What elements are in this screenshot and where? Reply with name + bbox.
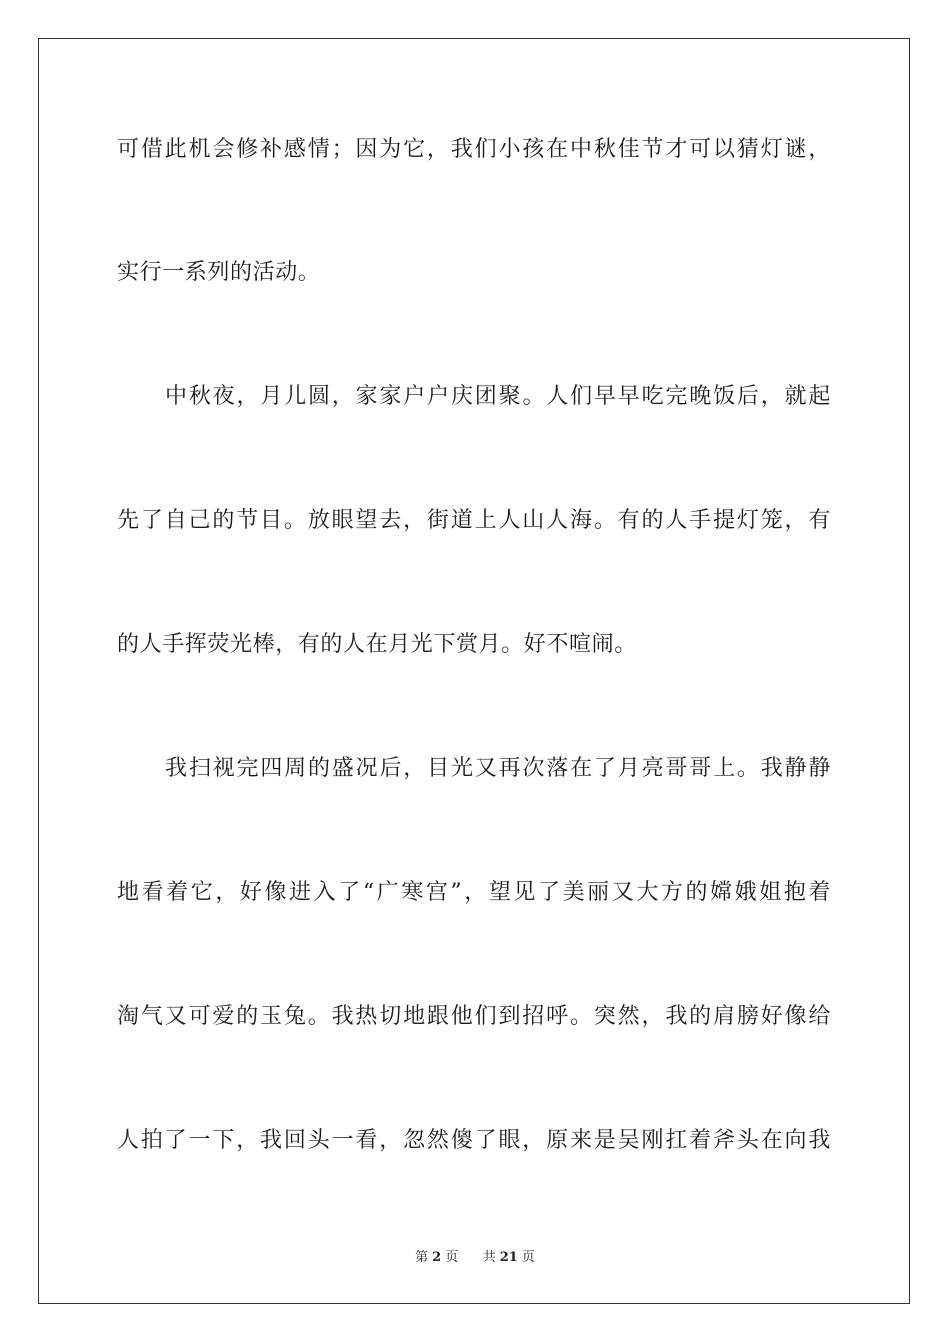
page-number	[413, 1250, 460, 1265]
text-line-3: 中秋夜，月儿圆，家家户户庆团聚。人们早早吃完晚饭后，就起	[165, 384, 831, 409]
page-current: 2	[432, 1250, 442, 1265]
page-suffix: 页	[445, 1250, 459, 1265]
text-line-7: 地看着它，好像进入了“广寒宫”，望见了美丽又大方的嫦娥姐抱着	[117, 880, 831, 905]
page-border	[38, 38, 910, 1304]
page-total: 21	[499, 1250, 518, 1265]
total-prefix: 共	[482, 1250, 496, 1265]
text-line-6: 我扫视完四周的盛况后，目光又再次落在了月亮哥哥上。我静静	[165, 756, 831, 781]
text-line-2: 实行一系列的活动。	[117, 260, 321, 285]
page-prefix: 第	[415, 1250, 429, 1265]
total-suffix: 页	[521, 1250, 535, 1265]
text-line-1: 可借此机会修补感情；因为它，我们小孩在中秋佳节才可以猜灯谜，	[117, 137, 831, 162]
page-footer	[0, 1246, 950, 1265]
page-total-label	[481, 1250, 537, 1265]
text-line-4: 先了自己的节目。放眼望去，街道上人山人海。有的人手提灯笼，有	[117, 508, 831, 533]
text-line-5: 的人手挥荧光棒，有的人在月光下赏月。好不喧闹。	[117, 632, 637, 657]
text-line-8: 淘气又可爱的玉兔。我热切地跟他们到招呼。突然，我的肩膀好像给	[117, 1004, 831, 1029]
text-line-9: 人拍了一下，我回头一看，忽然傻了眼，原来是吴刚扛着斧头在向我	[117, 1128, 831, 1153]
